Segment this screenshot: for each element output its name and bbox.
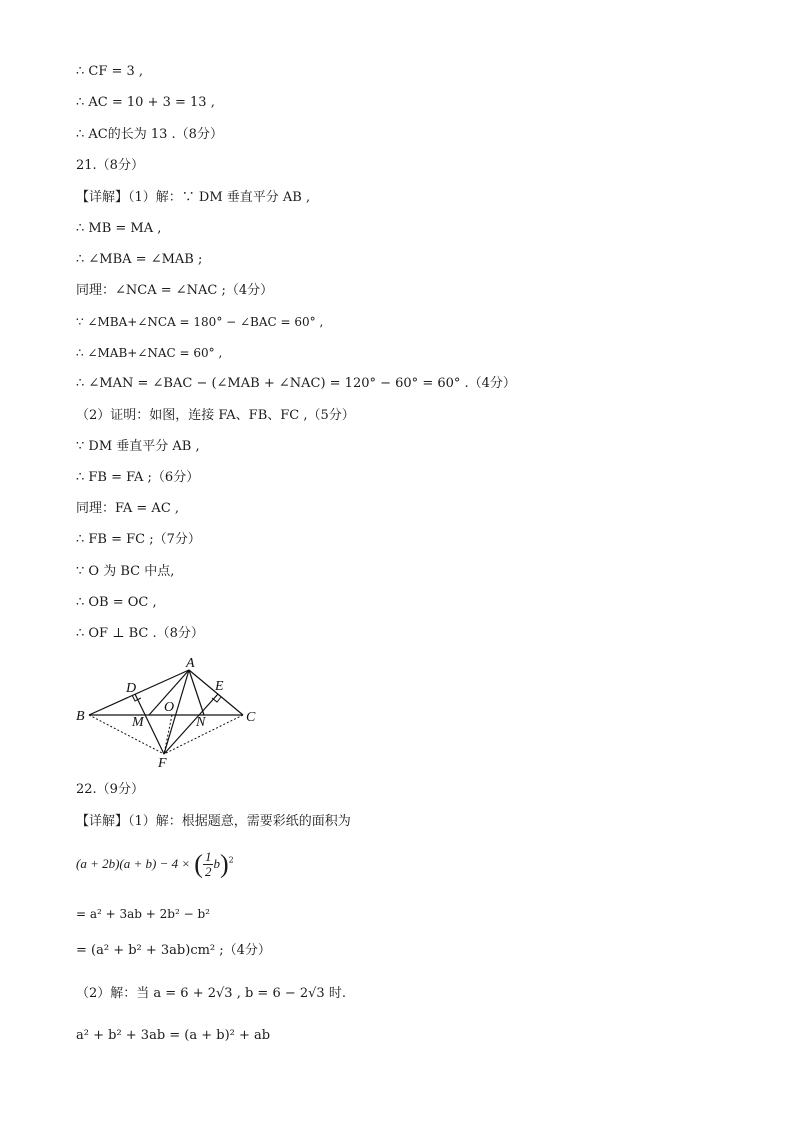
area-expression — [76, 850, 234, 879]
solution-line: ∴ OB = OC , — [76, 595, 157, 610]
area-expression-lead: (a + 2b)(a + b) − 4 × — [76, 856, 191, 871]
solution-line: = (a² + b² + 3ab)cm² ;（4分） — [76, 943, 271, 958]
segment-OF — [164, 715, 172, 754]
fraction-variable: b — [213, 856, 220, 871]
solution-line: ∴ FB = FA ;（6分） — [76, 470, 200, 485]
solution-line: a² + b² + 3ab = (a + b)² + ab — [76, 1028, 271, 1043]
fraction — [203, 850, 214, 879]
label-O: O — [164, 700, 175, 715]
solution-line: ∴ FB = FC ;（7分） — [76, 532, 201, 547]
solution-line: ∴ ∠MAN = ∠BAC − (∠MAB + ∠NAC) = 120° − 60° = 60° .（4分） — [76, 376, 516, 391]
solution-line: 【详解】（1）解：∵ DM 垂直平分 AB , — [76, 190, 311, 205]
solution-line: ∴ CF = 3 , — [76, 64, 144, 79]
segment-BF — [89, 715, 164, 754]
solution-line: ∴ ∠MBA = ∠MAB ; — [76, 252, 203, 267]
solution-line: （2）解：当 a = 6 + 2√3 , b = 6 − 2√3 时. — [76, 986, 346, 1001]
solution-line: ∴ AC = 10 + 3 = 13 , — [76, 95, 215, 110]
fraction-denominator: 2 — [204, 864, 212, 879]
left-paren: ( — [194, 849, 203, 879]
label-F: F — [158, 756, 167, 771]
solution-line: 同理：∠NCA = ∠NAC ;（4分） — [76, 283, 274, 298]
label-B: B — [76, 709, 85, 724]
fraction-numerator: 1 — [204, 849, 212, 864]
solution-line: ∴ OF ⊥ BC .（8分） — [76, 626, 204, 641]
label-D: D — [126, 681, 137, 696]
solution-line: ∴ MB = MA , — [76, 221, 162, 236]
solution-line: 同理：FA = AC , — [76, 501, 180, 516]
geometry-figure — [72, 652, 272, 772]
label-C: C — [246, 710, 256, 725]
right-paren: ) — [219, 849, 229, 879]
solution-line: 22.（9分） — [76, 782, 144, 797]
solution-line: ∴ ∠MAB+∠NAC = 60° , — [76, 346, 223, 360]
label-A: A — [186, 656, 195, 671]
solution-line: = a² + 3ab + 2b² − b² — [76, 907, 210, 921]
right-angle-E — [212, 697, 221, 702]
exponent: 2 — [228, 855, 234, 865]
label-N: N — [196, 715, 206, 730]
solution-line: ∵ DM 垂直平分 AB , — [76, 439, 200, 454]
label-M: M — [132, 715, 144, 730]
solution-line: 21.（8分） — [76, 158, 144, 173]
solution-line: ∵ O 为 BC 中点, — [76, 564, 175, 579]
solution-line: ∴ AC的长为 13 .（8分） — [76, 127, 223, 142]
solution-line: （2）证明：如图，连接 FA、FB、FC ,（5分） — [76, 408, 355, 423]
solution-line: 【详解】（1）解：根据题意，需要彩纸的面积为 — [76, 814, 351, 829]
solution-line: ∵ ∠MBA+∠NCA = 180° − ∠BAC = 60° , — [76, 315, 324, 329]
label-E: E — [215, 679, 224, 694]
